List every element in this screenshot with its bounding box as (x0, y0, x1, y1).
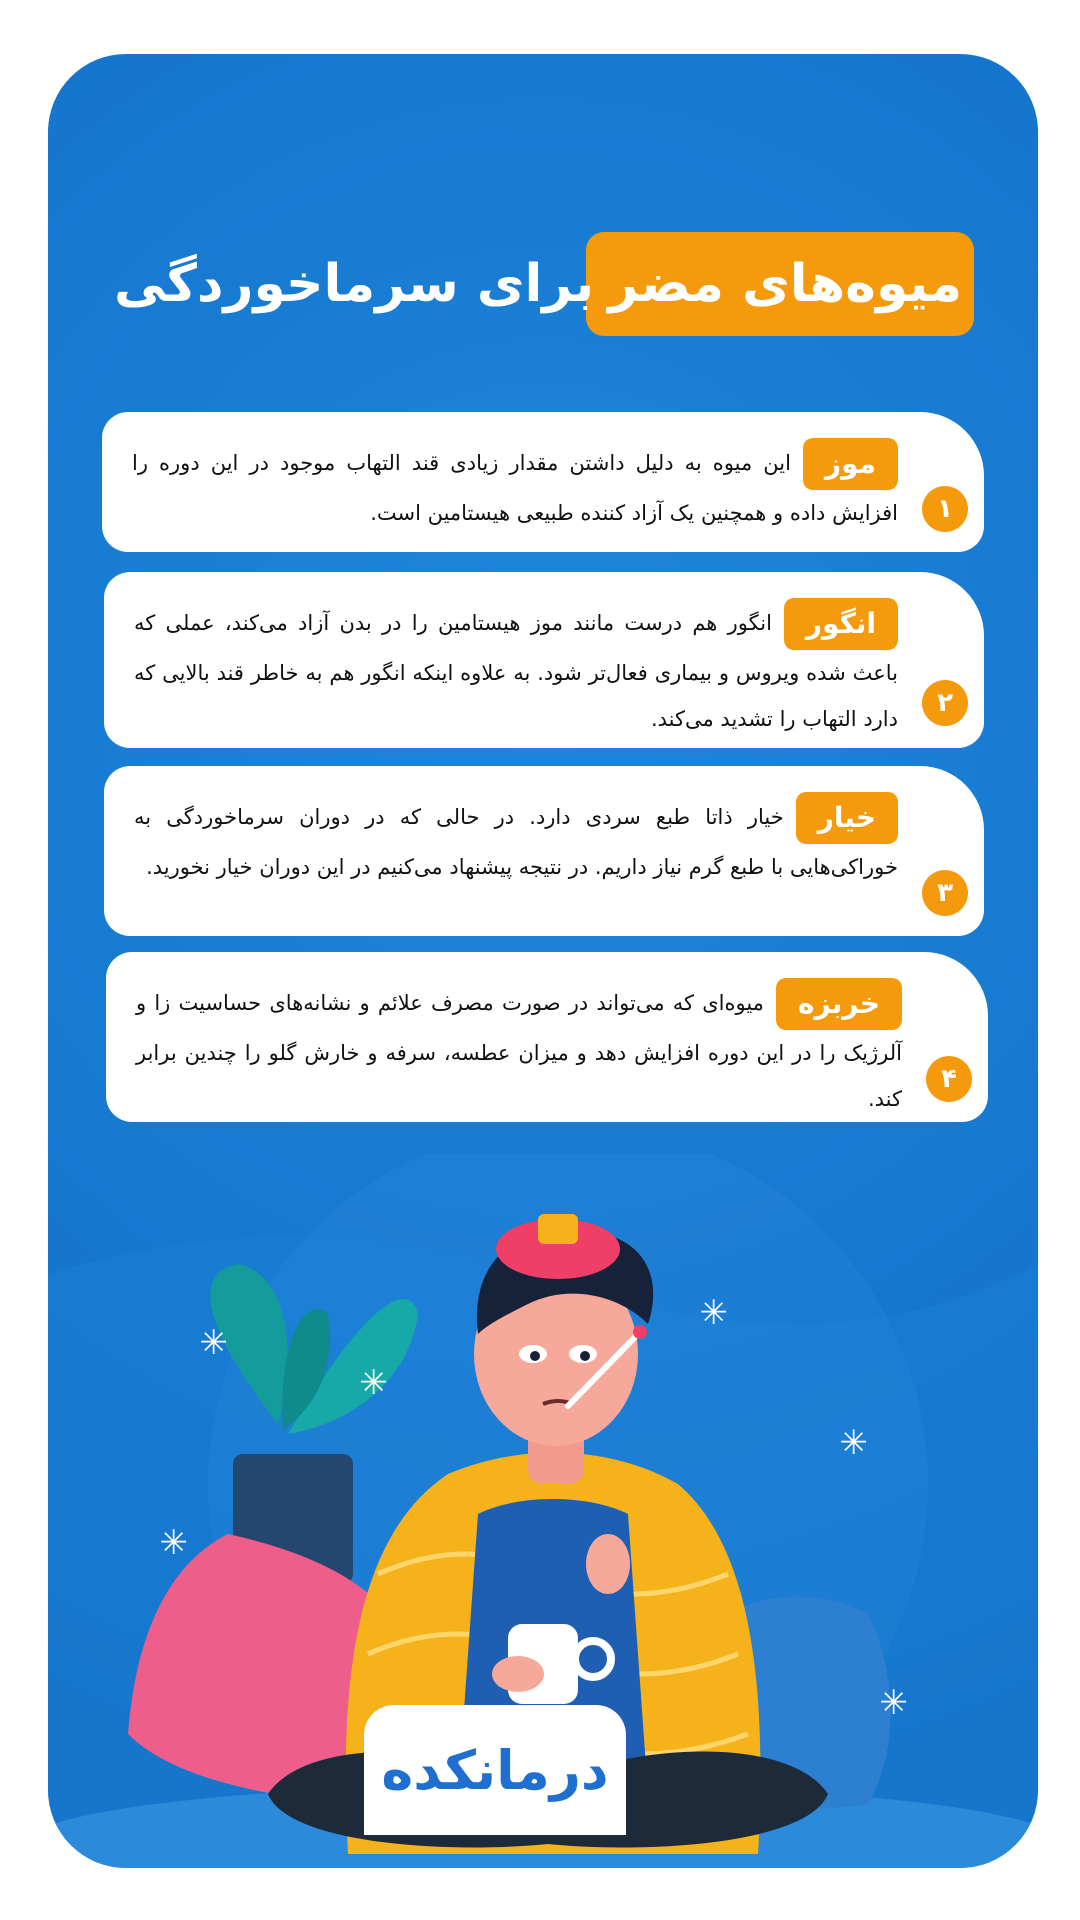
logo-box (364, 1705, 626, 1835)
title-rest-text: برای سرماخوردگی (113, 254, 595, 314)
item-number-badge: ۴ (926, 1056, 972, 1102)
snowflake-icon: ✳ (199, 1323, 228, 1363)
item-text: میوه‌ای که می‌تواند در صورت مصرف علائم و نشانه‌های حساسیت زا و آلرژیک را در این دوره افزایش دهد و میزان عطسه، سرفه و خارش گلو را چندین برابر کند. (136, 991, 902, 1111)
item-tag: خربزه (776, 978, 902, 1030)
snowflake-icon: ✳ (359, 1363, 388, 1403)
card-banana (102, 412, 984, 552)
item-number-badge: ۳ (922, 870, 968, 916)
card-cucumber (104, 766, 984, 936)
snowflake-icon: ✳ (839, 1423, 868, 1463)
snowflake-icon: ✳ (699, 1293, 728, 1333)
snowflake-icon: ✳ (159, 1523, 188, 1563)
brand-logo: درمانکده (381, 1738, 609, 1802)
item-number-badge: ۲ (922, 680, 968, 726)
infographic-poster (48, 54, 1038, 1868)
item-number-badge: ۱ (922, 486, 968, 532)
item-text: خیار ذاتا طبع سردی دارد. در حالی که در دوران سرماخوردگی به خوراکی‌هایی با طبع گرم نیاز داریم. در نتیجه پیشنهاد می‌کنیم در این دوران خیار نخورید. (134, 805, 898, 879)
page-title (48, 232, 1038, 392)
card-melon (106, 952, 988, 1122)
item-tag: انگور (784, 598, 898, 650)
item-text: این میوه به دلیل داشتن مقدار زیادی قند التهاب موجود در این دوره را افزایش داده و همچنین یک آزاد کننده طبیعی هیستامین است. (132, 451, 898, 525)
item-text: انگور هم درست مانند موز هیستامین را در بدن آزاد می‌کند، عملی که باعث شده ویروس و بیماری فعال‌تر شود. به علاوه اینکه انگور هم به خاطر قند بالایی که دارد التهاب را تشدید می‌کند. (134, 611, 898, 731)
title-highlight-text: میوه‌های مضر (608, 254, 963, 314)
snowflake-icon: ✳ (879, 1683, 908, 1723)
item-tag: موز (803, 438, 898, 490)
card-grape (104, 572, 984, 748)
item-tag: خیار (796, 792, 898, 844)
